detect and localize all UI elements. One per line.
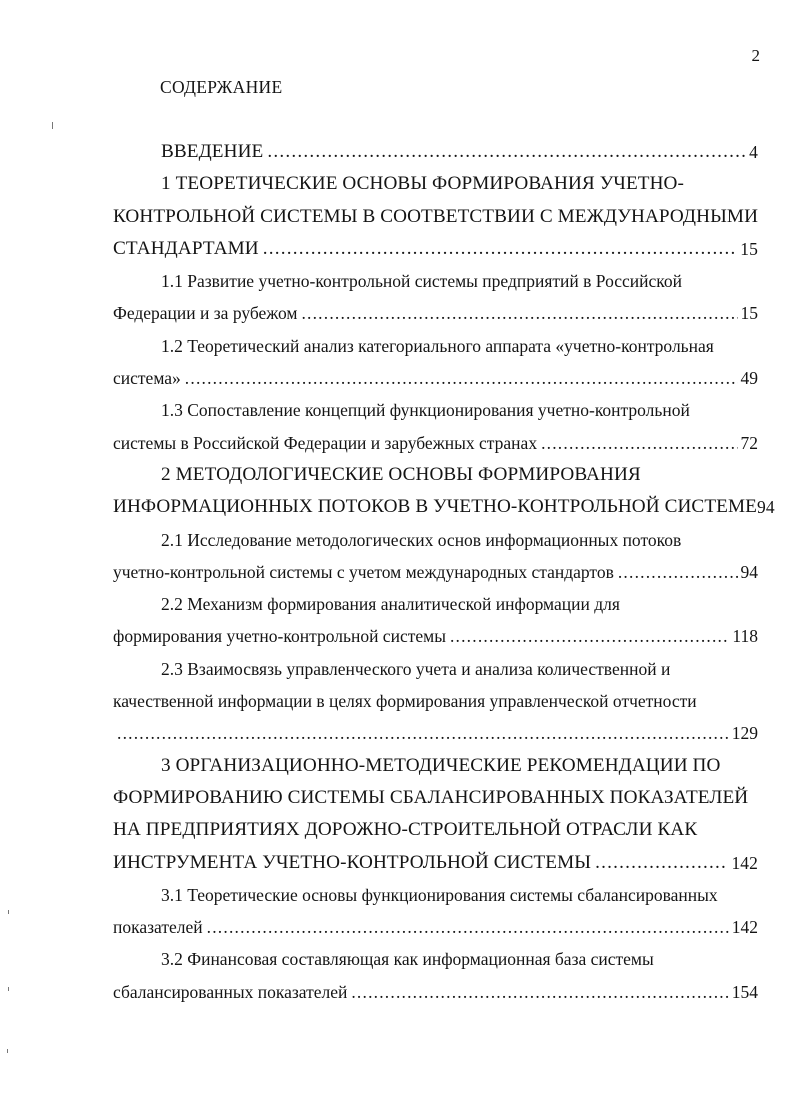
- toc-entry-last-line: [0, 297, 758, 329]
- toc-page-number: 154: [731, 981, 758, 1002]
- toc-page-number: 94: [740, 561, 758, 582]
- toc-entry-text: показателей: [113, 917, 203, 938]
- toc-entry-text: 3 ОРГАНИЗАЦИОННО-МЕТОДИЧЕСКИЕ РЕКОМЕНДАЦИИ ПО: [161, 754, 721, 776]
- toc-entry-text: КОНТРОЛЬНОЙ СИСТЕМЫ В СООТВЕТСТВИИ С МЕЖДУНАРОДНЫМИ: [113, 205, 759, 227]
- dot-leader: [117, 717, 729, 749]
- dot-leader: [185, 362, 738, 394]
- toc-entry: [0, 459, 796, 524]
- dot-leader: [301, 297, 737, 329]
- toc-entry: [0, 653, 796, 750]
- dot-leader: [595, 847, 728, 879]
- toc-page-number: 94: [756, 497, 775, 518]
- dot-leader: [267, 136, 746, 168]
- toc-entry-text: формирования учетно-контрольной системы: [113, 626, 446, 647]
- toc-entry: [0, 750, 796, 879]
- toc-page-number: 142: [731, 852, 758, 873]
- scan-artifact: [7, 1049, 8, 1053]
- toc-entry-text: ИНСТРУМЕНТА УЧЕТНО-КОНТРОЛЬНОЙ СИСТЕМЫ: [113, 851, 592, 873]
- toc-entry-text: СТАНДАРТАМИ: [113, 237, 259, 259]
- toc-entry-last-line: [0, 491, 775, 523]
- toc-page-number: 142: [731, 917, 758, 938]
- toc-entry: [0, 588, 796, 653]
- scan-artifact: [8, 987, 9, 991]
- toc-entry: [0, 943, 796, 1008]
- toc-entry-text: качественной информации в целях формирования управленческой отчетности: [113, 691, 697, 712]
- toc-entry-text: ИНФОРМАЦИОННЫХ ПОТОКОВ В УЧЕТНО-КОНТРОЛЬНОЙ СИСТЕМЕ: [113, 496, 757, 518]
- toc-entry-last-line: [0, 427, 758, 459]
- table-of-contents: [0, 136, 796, 1008]
- toc-entry-text: 3.2 Финансовая составляющая как информационная база системы: [161, 949, 654, 970]
- toc-entry: [0, 136, 796, 168]
- toc-entry-last-line: [0, 233, 758, 265]
- dot-leader: [263, 233, 738, 265]
- toc-entry-text: 1.1 Развитие учетно-контрольной системы предприятий в Российской: [161, 271, 683, 292]
- scan-artifact: [52, 122, 53, 129]
- toc-page-number: 49: [740, 368, 758, 389]
- toc-entry-last-line: [0, 717, 758, 749]
- toc-entry-text: 1.2 Теоретический анализ категориального аппарата «учетно-контрольная: [161, 335, 714, 356]
- toc-entry: [0, 330, 796, 395]
- dot-leader: [450, 620, 729, 652]
- toc-entry-text: система»: [113, 368, 181, 389]
- toc-page-number: 15: [740, 238, 758, 259]
- toc-entry-text: 2.2 Механизм формирования аналитической информации для: [161, 594, 620, 615]
- toc-entry: [0, 168, 796, 265]
- page-title: СОДЕРЖАНИЕ: [160, 77, 283, 97]
- toc-entry-last-line: [0, 362, 758, 394]
- toc-page-number: 129: [731, 723, 758, 744]
- toc-entry-text: НА ПРЕДПРИЯТИЯХ ДОРОЖНО-СТРОИТЕЛЬНОЙ ОТРАСЛИ КАК: [113, 819, 698, 841]
- toc-entry-last-line: [0, 620, 758, 652]
- toc-entry-last-line: [0, 911, 758, 943]
- toc-entry: [0, 879, 796, 944]
- toc-page-number: 15: [740, 303, 758, 324]
- toc-entry: [0, 394, 796, 459]
- toc-entry-text: 2 МЕТОДОЛОГИЧЕСКИЕ ОСНОВЫ ФОРМИРОВАНИЯ: [161, 463, 641, 485]
- toc-page-number: 4: [749, 142, 758, 162]
- toc-entry-text: 1 ТЕОРЕТИЧЕСКИЕ ОСНОВЫ ФОРМИРОВАНИЯ УЧЕТНО-: [161, 173, 684, 195]
- toc-entry-text: ФОРМИРОВАНИЮ СИСТЕМЫ СБАЛАНСИРОВАННЫХ ПОКАЗАТЕЛЕЙ: [113, 786, 749, 808]
- toc-page-number: 72: [740, 432, 758, 453]
- toc-entry: [0, 265, 796, 330]
- toc-entry-last-line: [0, 976, 758, 1008]
- dot-leader: [207, 911, 729, 943]
- toc-page-number: 118: [732, 626, 758, 647]
- toc-entry-text: ВВЕДЕНИЕ: [161, 141, 264, 162]
- toc-entry-text: учетно-контрольной системы с учетом международных стандартов: [113, 561, 614, 582]
- toc-entry-last-line: [0, 847, 758, 879]
- toc-entry: [0, 524, 796, 589]
- toc-entry-last-line: [0, 556, 758, 588]
- toc-entry-last-line: [0, 136, 758, 168]
- toc-entry-text: 2.3 Взаимосвязь управленческого учета и анализа количественной и: [161, 658, 671, 679]
- dot-leader: [541, 427, 737, 459]
- toc-entry-text: Федерации и за рубежом: [113, 303, 298, 324]
- toc-entry-text: 1.3 Сопоставление концепций функционирования учетно-контрольной: [161, 400, 690, 421]
- scan-artifact: [8, 910, 9, 914]
- page-number: 2: [751, 46, 760, 65]
- dot-leader: [351, 976, 728, 1008]
- toc-entry-text: сбалансированных показателей: [113, 981, 348, 1002]
- dot-leader: [618, 556, 738, 588]
- toc-entry-text: системы в Российской Федерации и зарубежных странах: [113, 432, 538, 453]
- toc-entry-text: 2.1 Исследование методологических основ информационных потоков: [161, 529, 682, 550]
- toc-entry-text: 3.1 Теоретические основы функционирования системы сбалансированных: [161, 884, 718, 905]
